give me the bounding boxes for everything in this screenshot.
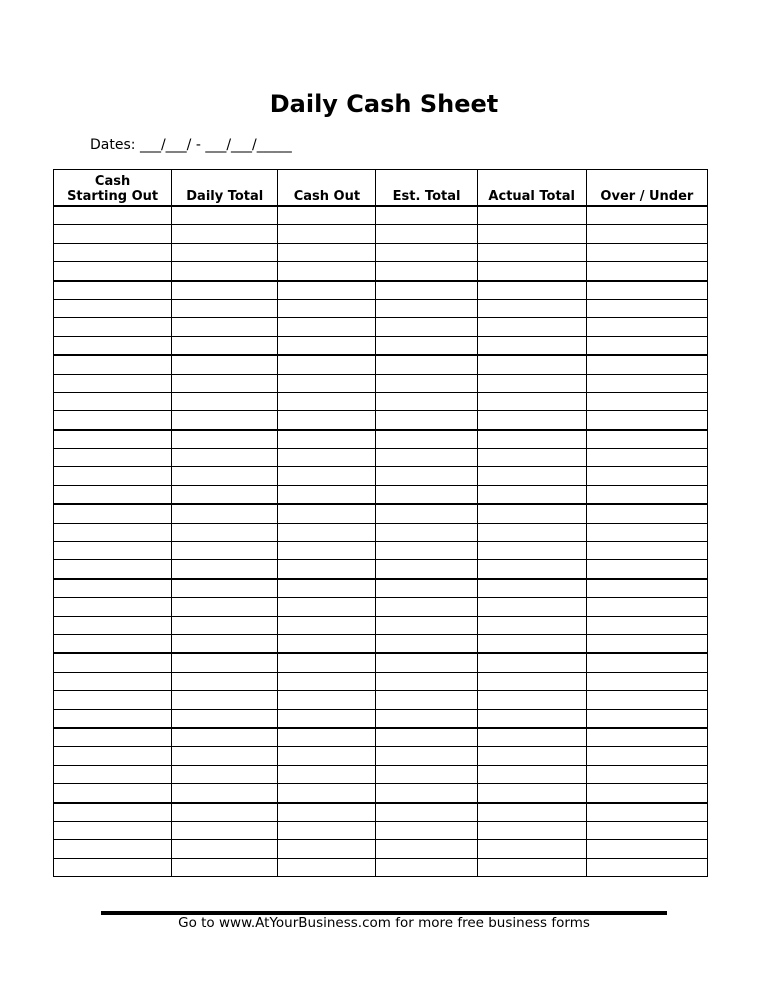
table-row <box>54 411 708 430</box>
table-cell <box>477 449 586 467</box>
table-cell <box>477 709 586 728</box>
table-row <box>54 784 708 803</box>
table-cell <box>54 318 172 336</box>
table-row <box>54 560 708 579</box>
table-cell <box>54 374 172 392</box>
table-cell <box>586 336 707 355</box>
table-cell <box>586 392 707 410</box>
table-cell <box>172 840 278 858</box>
table-cell <box>586 206 707 225</box>
table-cell <box>477 243 586 261</box>
table-cell <box>172 336 278 355</box>
table-cell <box>477 616 586 634</box>
table-cell <box>172 542 278 560</box>
table-cell <box>172 858 278 876</box>
table-row <box>54 449 708 467</box>
table-cell <box>278 579 376 598</box>
table-cell <box>477 355 586 374</box>
table-cell <box>586 243 707 261</box>
table-cell <box>477 728 586 747</box>
table-cell <box>54 709 172 728</box>
table-cell <box>477 542 586 560</box>
table-cell <box>278 653 376 672</box>
header-est-total: Est. Total <box>376 170 477 207</box>
table-cell <box>54 634 172 653</box>
table-cell <box>477 523 586 541</box>
header-cash-starting-out: Cash Starting Out <box>54 170 172 207</box>
table-cell <box>54 485 172 504</box>
table-cell <box>586 355 707 374</box>
table-cell <box>172 523 278 541</box>
table-cell <box>376 243 477 261</box>
table-row <box>54 598 708 616</box>
table-cell <box>477 653 586 672</box>
table-cell <box>477 784 586 803</box>
dates-line <box>90 135 292 155</box>
table-row <box>54 392 708 410</box>
table-row <box>54 318 708 336</box>
table-cell <box>586 299 707 317</box>
table-cell <box>172 449 278 467</box>
table-cell <box>278 336 376 355</box>
table-cell <box>376 336 477 355</box>
table-cell <box>172 374 278 392</box>
table-cell <box>376 430 477 449</box>
table-cell <box>278 225 376 243</box>
table-cell <box>376 355 477 374</box>
table-cell <box>278 709 376 728</box>
table-cell <box>586 784 707 803</box>
table-cell <box>278 281 376 300</box>
table-cell <box>477 485 586 504</box>
table-cell <box>477 336 586 355</box>
table-cell <box>586 542 707 560</box>
table-cell <box>376 392 477 410</box>
table-cell <box>376 616 477 634</box>
table-cell <box>172 691 278 709</box>
table-cell <box>376 747 477 765</box>
table-row <box>54 225 708 243</box>
table-row <box>54 523 708 541</box>
table-row <box>54 803 708 822</box>
table-cell <box>172 243 278 261</box>
table-cell <box>477 747 586 765</box>
table-cell <box>586 672 707 690</box>
table-cell <box>376 821 477 839</box>
table-cell <box>477 598 586 616</box>
table-cell <box>477 411 586 430</box>
table-cell <box>376 803 477 822</box>
table-cell <box>54 560 172 579</box>
table-cell <box>477 672 586 690</box>
table-cell <box>477 467 586 485</box>
table-cell <box>172 653 278 672</box>
table-row <box>54 542 708 560</box>
table-cell <box>477 821 586 839</box>
table-cell <box>278 449 376 467</box>
table-cell <box>586 598 707 616</box>
table-cell <box>278 616 376 634</box>
table-cell <box>586 262 707 281</box>
table-cell <box>586 821 707 839</box>
table-cell <box>278 355 376 374</box>
table-cell <box>54 765 172 783</box>
table-cell <box>376 653 477 672</box>
header-over-under: Over / Under <box>586 170 707 207</box>
table-cell <box>278 821 376 839</box>
table-cell <box>586 504 707 523</box>
table-cell <box>278 467 376 485</box>
table-header-row <box>54 170 708 207</box>
dates-blanks: ___/___/ - ___/___/_____ <box>139 137 292 153</box>
table-cell <box>278 691 376 709</box>
table-cell <box>172 281 278 300</box>
table-cell <box>54 430 172 449</box>
table-cell <box>376 299 477 317</box>
table-cell <box>172 485 278 504</box>
table-cell <box>477 560 586 579</box>
table-cell <box>376 318 477 336</box>
table-cell <box>278 560 376 579</box>
table-cell <box>477 504 586 523</box>
table-cell <box>376 840 477 858</box>
table-cell <box>172 598 278 616</box>
table-row <box>54 634 708 653</box>
table-cell <box>376 728 477 747</box>
table-cell <box>172 616 278 634</box>
table-cell <box>54 336 172 355</box>
table-row <box>54 616 708 634</box>
table-cell <box>54 821 172 839</box>
table-cell <box>477 634 586 653</box>
cash-sheet-table <box>53 169 708 877</box>
table-cell <box>376 374 477 392</box>
table-cell <box>172 262 278 281</box>
table-cell <box>172 821 278 839</box>
table-cell <box>376 542 477 560</box>
table-cell <box>278 299 376 317</box>
table-cell <box>586 449 707 467</box>
table-cell <box>278 392 376 410</box>
table-row <box>54 821 708 839</box>
table-cell <box>586 691 707 709</box>
dates-label: Dates: <box>90 137 136 153</box>
table-row <box>54 747 708 765</box>
table-cell <box>586 858 707 876</box>
table-cell <box>278 542 376 560</box>
table-cell <box>376 579 477 598</box>
table-cell <box>278 858 376 876</box>
table-cell <box>54 355 172 374</box>
table-cell <box>376 411 477 430</box>
table-cell <box>172 206 278 225</box>
table-cell <box>54 542 172 560</box>
table-cell <box>172 728 278 747</box>
table-cell <box>54 243 172 261</box>
table-row <box>54 691 708 709</box>
table-cell <box>278 523 376 541</box>
table-cell <box>477 840 586 858</box>
table-cell <box>477 299 586 317</box>
table-cell <box>54 206 172 225</box>
table-cell <box>376 765 477 783</box>
table-cell <box>586 523 707 541</box>
table-cell <box>54 392 172 410</box>
header-actual-total: Actual Total <box>477 170 586 207</box>
table-cell <box>54 803 172 822</box>
table-cell <box>477 392 586 410</box>
table-row <box>54 728 708 747</box>
table-cell <box>586 728 707 747</box>
table-cell <box>172 411 278 430</box>
table-cell <box>586 560 707 579</box>
table-cell <box>54 598 172 616</box>
table-cell <box>477 206 586 225</box>
table-cell <box>376 485 477 504</box>
table-cell <box>477 579 586 598</box>
table-cell <box>477 374 586 392</box>
table-row <box>54 281 708 300</box>
table-cell <box>376 281 477 300</box>
table-cell <box>54 281 172 300</box>
table-cell <box>172 467 278 485</box>
table-cell <box>477 430 586 449</box>
table-row <box>54 467 708 485</box>
table-cell <box>172 504 278 523</box>
table-row <box>54 299 708 317</box>
table-cell <box>477 858 586 876</box>
table-cell <box>54 653 172 672</box>
table-cell <box>278 206 376 225</box>
table-cell <box>586 430 707 449</box>
table-cell <box>172 299 278 317</box>
table-cell <box>376 523 477 541</box>
table-cell <box>586 840 707 858</box>
table-cell <box>172 803 278 822</box>
table-cell <box>376 560 477 579</box>
table-cell <box>278 485 376 504</box>
table-cell <box>278 634 376 653</box>
table-cell <box>376 262 477 281</box>
table-cell <box>376 598 477 616</box>
table-cell <box>54 467 172 485</box>
table-cell <box>376 858 477 876</box>
table-cell <box>278 411 376 430</box>
table-cell <box>54 747 172 765</box>
table-cell <box>278 784 376 803</box>
table-cell <box>586 318 707 336</box>
table-cell <box>54 858 172 876</box>
table-cell <box>54 523 172 541</box>
table-cell <box>477 803 586 822</box>
table-row <box>54 485 708 504</box>
table-cell <box>54 840 172 858</box>
table-cell <box>172 784 278 803</box>
table-cell <box>586 374 707 392</box>
table-cell <box>477 691 586 709</box>
table-row <box>54 336 708 355</box>
table-row <box>54 374 708 392</box>
table-cell <box>172 634 278 653</box>
table-row <box>54 579 708 598</box>
table-cell <box>54 225 172 243</box>
table-cell <box>278 747 376 765</box>
table-cell <box>477 262 586 281</box>
table-cell <box>376 709 477 728</box>
table-row <box>54 765 708 783</box>
table-cell <box>477 318 586 336</box>
table-cell <box>54 504 172 523</box>
table-row <box>54 262 708 281</box>
table-cell <box>278 598 376 616</box>
table-cell <box>376 449 477 467</box>
table-cell <box>172 747 278 765</box>
table-cell <box>54 616 172 634</box>
table-cell <box>376 504 477 523</box>
table-cell <box>278 728 376 747</box>
page-title: Daily Cash Sheet <box>269 90 499 118</box>
table-cell <box>586 634 707 653</box>
table-cell <box>278 504 376 523</box>
table-cell <box>278 430 376 449</box>
table-cell <box>54 262 172 281</box>
table-cell <box>54 411 172 430</box>
table-cell <box>172 392 278 410</box>
table-cell <box>54 691 172 709</box>
table-cell <box>477 281 586 300</box>
table-row <box>54 206 708 225</box>
table-cell <box>278 318 376 336</box>
table-cell <box>54 784 172 803</box>
table-row <box>54 243 708 261</box>
table-cell <box>278 803 376 822</box>
table-cell <box>586 653 707 672</box>
table-cell <box>172 430 278 449</box>
table-row <box>54 858 708 876</box>
table-cell <box>278 840 376 858</box>
table-cell <box>586 616 707 634</box>
table-cell <box>172 560 278 579</box>
table-cell <box>586 485 707 504</box>
table-cell <box>54 728 172 747</box>
table-cell <box>586 579 707 598</box>
table-cell <box>278 672 376 690</box>
table-cell <box>586 747 707 765</box>
table-cell <box>376 225 477 243</box>
table-cell <box>54 579 172 598</box>
table-cell <box>586 803 707 822</box>
table-cell <box>586 281 707 300</box>
table-cell <box>376 672 477 690</box>
table-cell <box>172 709 278 728</box>
table-row <box>54 430 708 449</box>
table-row <box>54 504 708 523</box>
table-cell <box>376 784 477 803</box>
table-cell <box>586 709 707 728</box>
table-cell <box>278 374 376 392</box>
table-cell <box>376 467 477 485</box>
table-row <box>54 672 708 690</box>
table-cell <box>172 765 278 783</box>
table-cell <box>376 634 477 653</box>
table-cell <box>278 765 376 783</box>
header-daily-total: Daily Total <box>172 170 278 207</box>
table-cell <box>586 765 707 783</box>
table-cell <box>477 225 586 243</box>
table-row <box>54 840 708 858</box>
table-row <box>54 355 708 374</box>
footer-link-text: Go to www.AtYourBusiness.com for more free business forms <box>178 915 590 931</box>
table-cell <box>172 672 278 690</box>
table-cell <box>586 225 707 243</box>
table-cell <box>586 411 707 430</box>
table-cell <box>54 449 172 467</box>
table-row <box>54 653 708 672</box>
table-cell <box>172 355 278 374</box>
table-cell <box>376 206 477 225</box>
table-cell <box>54 299 172 317</box>
table-cell <box>586 467 707 485</box>
table-cell <box>278 243 376 261</box>
header-cash-out: Cash Out <box>278 170 376 207</box>
table-cell <box>54 672 172 690</box>
table-cell <box>172 318 278 336</box>
table-row <box>54 709 708 728</box>
table-cell <box>477 765 586 783</box>
table-cell <box>172 225 278 243</box>
table-cell <box>278 262 376 281</box>
table-cell <box>376 691 477 709</box>
table-cell <box>172 579 278 598</box>
